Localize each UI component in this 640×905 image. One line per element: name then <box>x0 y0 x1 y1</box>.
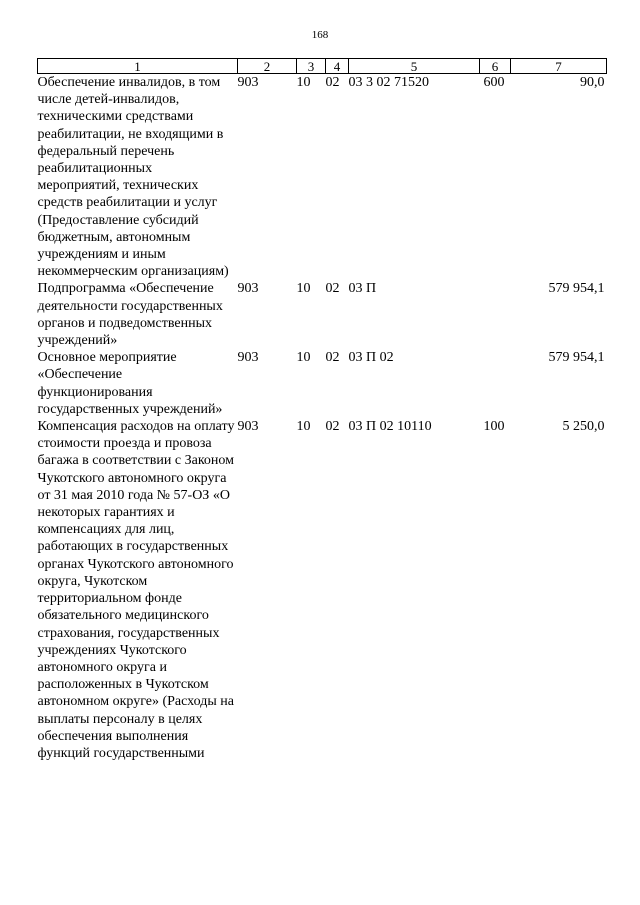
row-section: 10 <box>296 281 311 297</box>
row-section: 10 <box>296 350 311 366</box>
row-name: Подпрограмма «Обеспечение деятельности государственных органов и подведомственных учреждений» <box>37 281 223 349</box>
header-col-4: 4 <box>326 59 349 74</box>
row-target-code: 03 П <box>348 281 377 297</box>
row-expense-type: 100 <box>483 419 505 435</box>
row-expense-type <box>480 280 511 349</box>
row-subsection: 02 <box>325 419 340 435</box>
row-amount: 90,0 <box>580 75 605 90</box>
header-col-2: 2 <box>238 59 297 74</box>
row-subsection: 02 <box>325 350 340 366</box>
row-section: 10 <box>296 419 311 435</box>
row-subsection: 02 <box>325 281 340 297</box>
table-row <box>38 280 607 349</box>
row-amount: 579 954,1 <box>548 350 605 366</box>
row-expense-type: 600 <box>483 75 505 90</box>
budget-table <box>37 58 607 762</box>
row-grbs: 903 <box>237 75 259 90</box>
table-row <box>38 418 607 762</box>
row-section: 10 <box>296 75 311 90</box>
header-col-1: 1 <box>38 59 238 74</box>
header-col-7: 7 <box>511 59 607 74</box>
header-row <box>38 59 607 74</box>
header-col-5: 5 <box>349 59 480 74</box>
table-row <box>38 74 607 281</box>
row-grbs: 903 <box>237 281 259 297</box>
row-name: Компенсация расходов на оплату стоимости проезда и провоза багажа в соответствии с Законом Чукотского автономного округа от 31 мая 2010 года № 57-ОЗ «О некоторых гарантиях и компенсациях для лиц, работающих в государственных органах Чукотского автономного округа, Чукотском территориальном фонде обязательного медицинского страхования, государственных учреждениях Чукотского автономного округа и расположенных в Чукотском автономном округе» (Расходы на выплаты персоналу в целях обеспечения выполнения функций государственными <box>37 419 235 761</box>
row-amount: 579 954,1 <box>548 281 605 297</box>
row-target-code: 03 П 02 <box>348 350 394 366</box>
header-col-6: 6 <box>480 59 511 74</box>
page-number: 168 <box>311 29 329 41</box>
table-row <box>38 349 607 418</box>
row-target-code: 03 П 02 10110 <box>348 419 432 435</box>
row-target-code: 03 3 02 71520 <box>348 75 429 90</box>
row-name: Обеспечение инвалидов, в том числе детей-инвалидов, техническими средствами реабилитации, не входящими в федеральный перечень реабилитационных мероприятий, технических средств реабилитации и услуг (Предоставление субсидий бюджетным, автономным учреждениям и иным некоммерческим организациям) <box>37 75 229 280</box>
row-amount: 5 250,0 <box>562 419 605 435</box>
row-name: Основное мероприятие «Обеспечение функционирования государственных учреждений» <box>37 350 223 417</box>
row-grbs: 903 <box>237 419 259 435</box>
row-subsection: 02 <box>325 75 340 90</box>
row-expense-type <box>480 349 511 418</box>
row-grbs: 903 <box>237 350 259 366</box>
header-col-3: 3 <box>297 59 326 74</box>
